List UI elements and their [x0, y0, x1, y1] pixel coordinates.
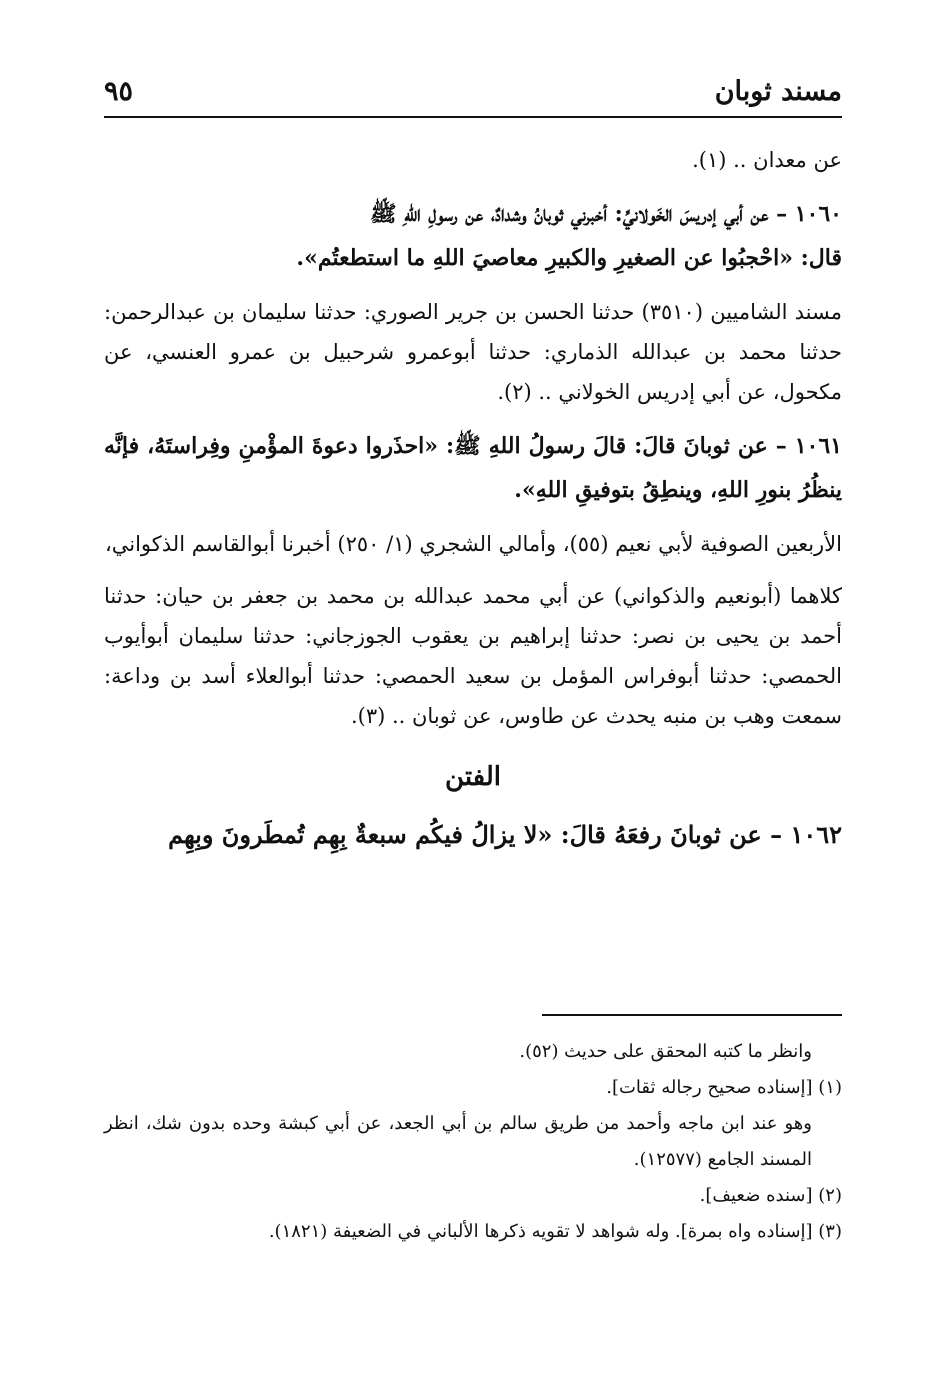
footnote-preface: وانظر ما كتبه المحقق على حديث (٥٢).: [519, 1041, 812, 1062]
hadith-1060-line-1: ١٠٦٠ – عن أبي إدريسَ الخَولانيِّ: أخبرني ثوبانُ وشدادٌ، عن رسولِ اللهِ ﷺ: [370, 201, 842, 227]
section-heading: الفتن: [445, 762, 501, 792]
footnote-divider: [542, 1014, 842, 1016]
footnote-2: (٢) [سنده ضعيف].: [699, 1185, 842, 1206]
source-1060: مسند الشاميين (٣٥١٠) حدثنا الحسن بن جرير الصوري: حدثنا سليمان بن عبدالرحمن: حدثنا محمد بن عبدالله الذماري: حدثنا أبوعمرو شرحبيل بن عمرو العنسي، عن مكحول، عن أبي إدريس الخولاني .. (٢).: [104, 300, 842, 404]
hadith-1061: ١٠٦١ – عن ثوبانَ قالَ: قالَ رسولُ اللهِ ﷺ: «احذَروا دعوةَ المؤْمنِ وفِراستَهُ، فإنَّه ينظُرُ بنورِ اللهِ، وينطِقُ بتوفيقِ اللهِ».: [104, 433, 842, 503]
footnote-3: (٣) [إسناده واه بمرة]. وله شواهد لا تقويه ذكرها الألباني في الضعيفة (١٨٢١).: [268, 1221, 842, 1242]
continuation-line: عن معدان .. (١).: [692, 148, 842, 172]
page-number: ٩٥: [104, 76, 134, 107]
footnote-1-detail: وهو عند ابن ماجه وأحمد من طريق سالم بن أبي الجعد، عن أبي كبشة وحده بدون شك، انظر المسند الجامع (١٢٥٧٧).: [104, 1113, 812, 1170]
source-1061-a: الأربعين الصوفية لأبي نعيم (٥٥)، وأمالي الشجري (١/ ٢٥٠) أخبرنا أبوالقاسم الذكواني،: [104, 532, 842, 556]
main-text: [104, 140, 842, 858]
hadith-1062: ١٠٦٢ – عن ثوبانَ رفعَهُ قالَ: «لا يزالُ فيكُم سبعةٌ بِهِم تُمطَرونَ وبِهِم: [168, 820, 842, 849]
hadith-1060-line-2: قال: «احْجبُوا عن الصغيرِ والكبيرِ معاصيَ اللهِ ما استطعتُم».: [296, 245, 842, 271]
footnote-1: (١) [إسناده صحيح رجاله ثقات].: [606, 1077, 842, 1098]
page-header: [104, 74, 842, 118]
source-1061-b: كلاهما (أبونعيم والذكواني) عن أبي محمد عبدالله بن محمد بن جعفر بن حيان: حدثنا أحمد بن يحيى بن نصر: حدثنا إبراهيم بن يعقوب الجوزجاني: حدثنا سليمان أبوأيوب الحمصي: حدثنا أبوفراس المؤمل بن سعيد الحمصي: حدثنا أبوالعلاء أسد بن وداعة: سمعت وهب بن منبه يحدث عن طاوس، عن ثوبان .. (٣).: [104, 584, 842, 728]
running-title: مسند ثوبان: [714, 76, 842, 107]
footnotes: [104, 1034, 842, 1250]
